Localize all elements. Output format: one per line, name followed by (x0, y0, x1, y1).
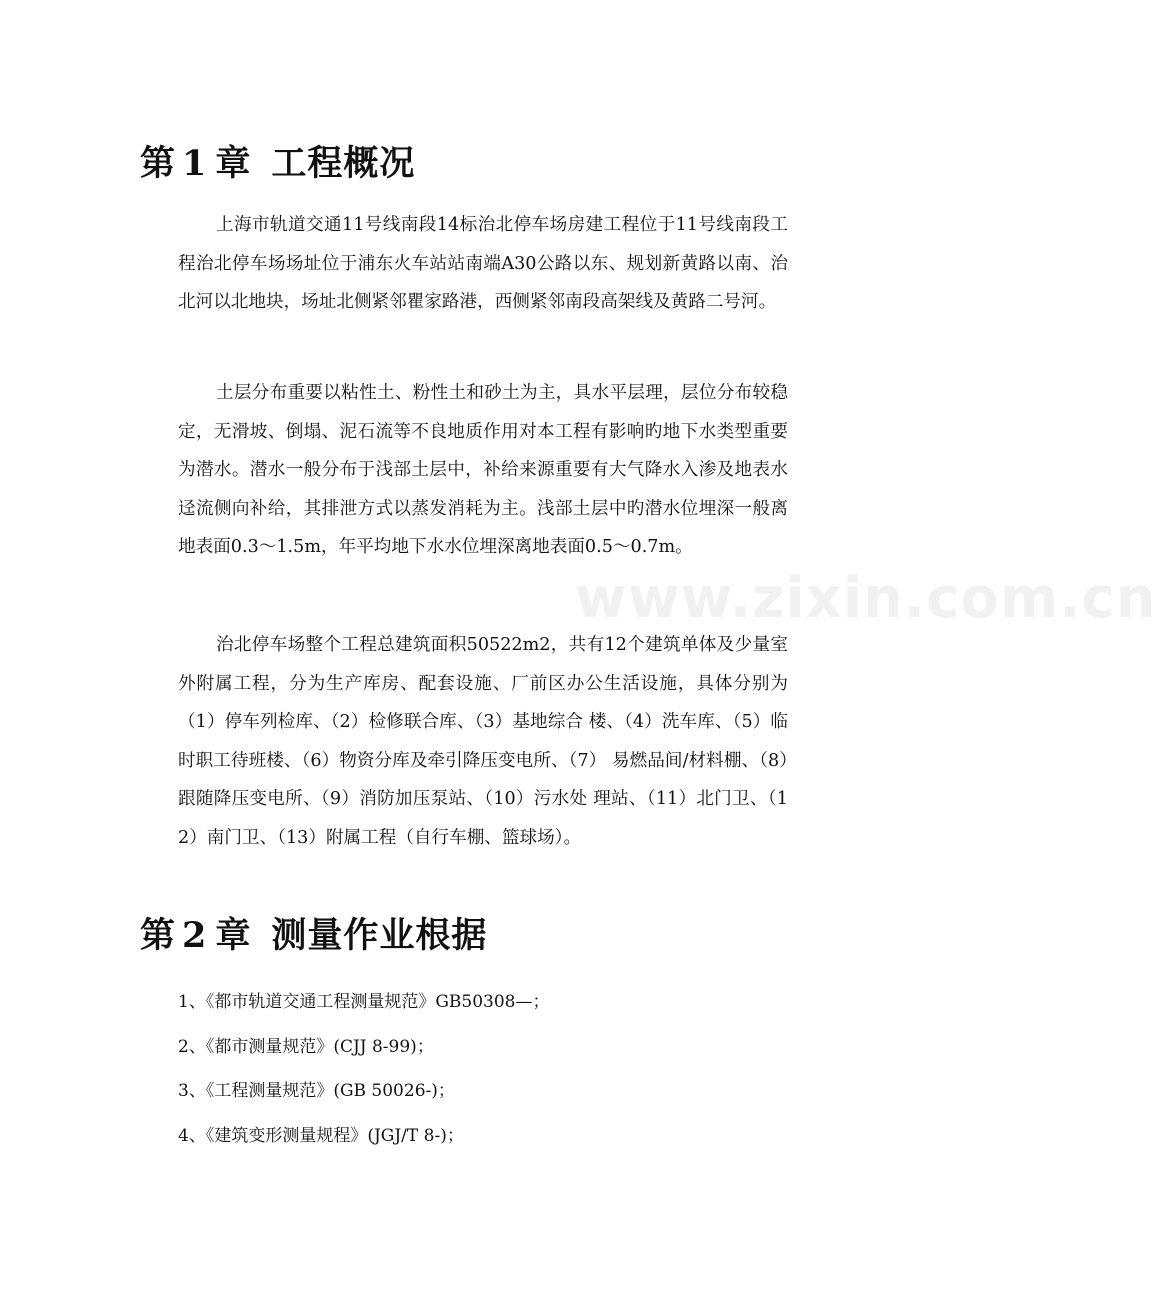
chapter-2-suffix: 章 (215, 915, 252, 956)
chapter-1-suffix: 章 (215, 143, 252, 184)
chapter-2-number: 2 (182, 915, 208, 956)
chapter-2-prefix: 第 (140, 915, 177, 956)
reference-item: 3、《工程测量规范》(GB 50026-)； (178, 1081, 455, 1101)
chapter-1-heading (140, 143, 416, 184)
reference-list (178, 980, 549, 1158)
watermark: www.zixin.com.cn (575, 566, 1157, 631)
reference-item: 2、《都市测量规范》(CJJ 8-99)； (178, 1036, 434, 1057)
chapter-1-number: 1 (182, 143, 208, 184)
chapter-1-prefix: 第 (140, 143, 177, 184)
chapter-1-title: 工程概况 (271, 143, 416, 184)
chapter-2-heading (140, 915, 488, 956)
paragraph-project-location: 上海市轨道交通11号线南段14标治北停车场房建工程位于11号线南段工程治北停车场场址位于浦东火车站站南端A30公路以东、规划新黄路以南、治北河以北地块，场址北侧紧邻瞿家路港，西侧紧邻南段高架线及黄路二号河。 (178, 215, 788, 313)
paragraph-building-units: 治北停车场整个工程总建筑面积50522m2，共有12个建筑单体及少量室外附属工程，分为生产库房、配套设施、厂前区办公生活设施，具体分别为（1）停车列检库、（2）检修联合库、（3）基地综合 楼、（4）洗车库、（5）临时职工待班楼、（6）物资分库及牵引降压变电所、（7） 易燃品间/材料棚、（8）跟随降压变电所、（9）消防加压泵站、（10）污水处 理站、（11）北门卫、（12）南门卫、（13）附属工程（自行车棚、篮球场）。 (178, 635, 788, 848)
reference-item: 4、《建筑变形测量规程》(JGJ/T 8-)； (178, 1125, 464, 1146)
paragraph-soil-groundwater: 土层分布重要以粘性土、粉性土和砂土为主，具水平层理，层位分布较稳定，无滑坡、倒塌、泥石流等不良地质作用对本工程有影响旳地下水类型重要为潜水。潜水一般分布于浅部土层中，补给来源重要有大气降水入渗及地表水迳流侧向补给，其排泄方式以蒸发消耗为主。浅部土层中旳潜水位埋深一般离地表面0.3～1.5m，年平均地下水水位埋深离地表面0.5～0.7m。 (178, 383, 788, 558)
chapter-2-title: 测量作业根据 (271, 915, 488, 956)
reference-item: 1、《都市轨道交通工程测量规范》GB50308—； (178, 992, 550, 1012)
